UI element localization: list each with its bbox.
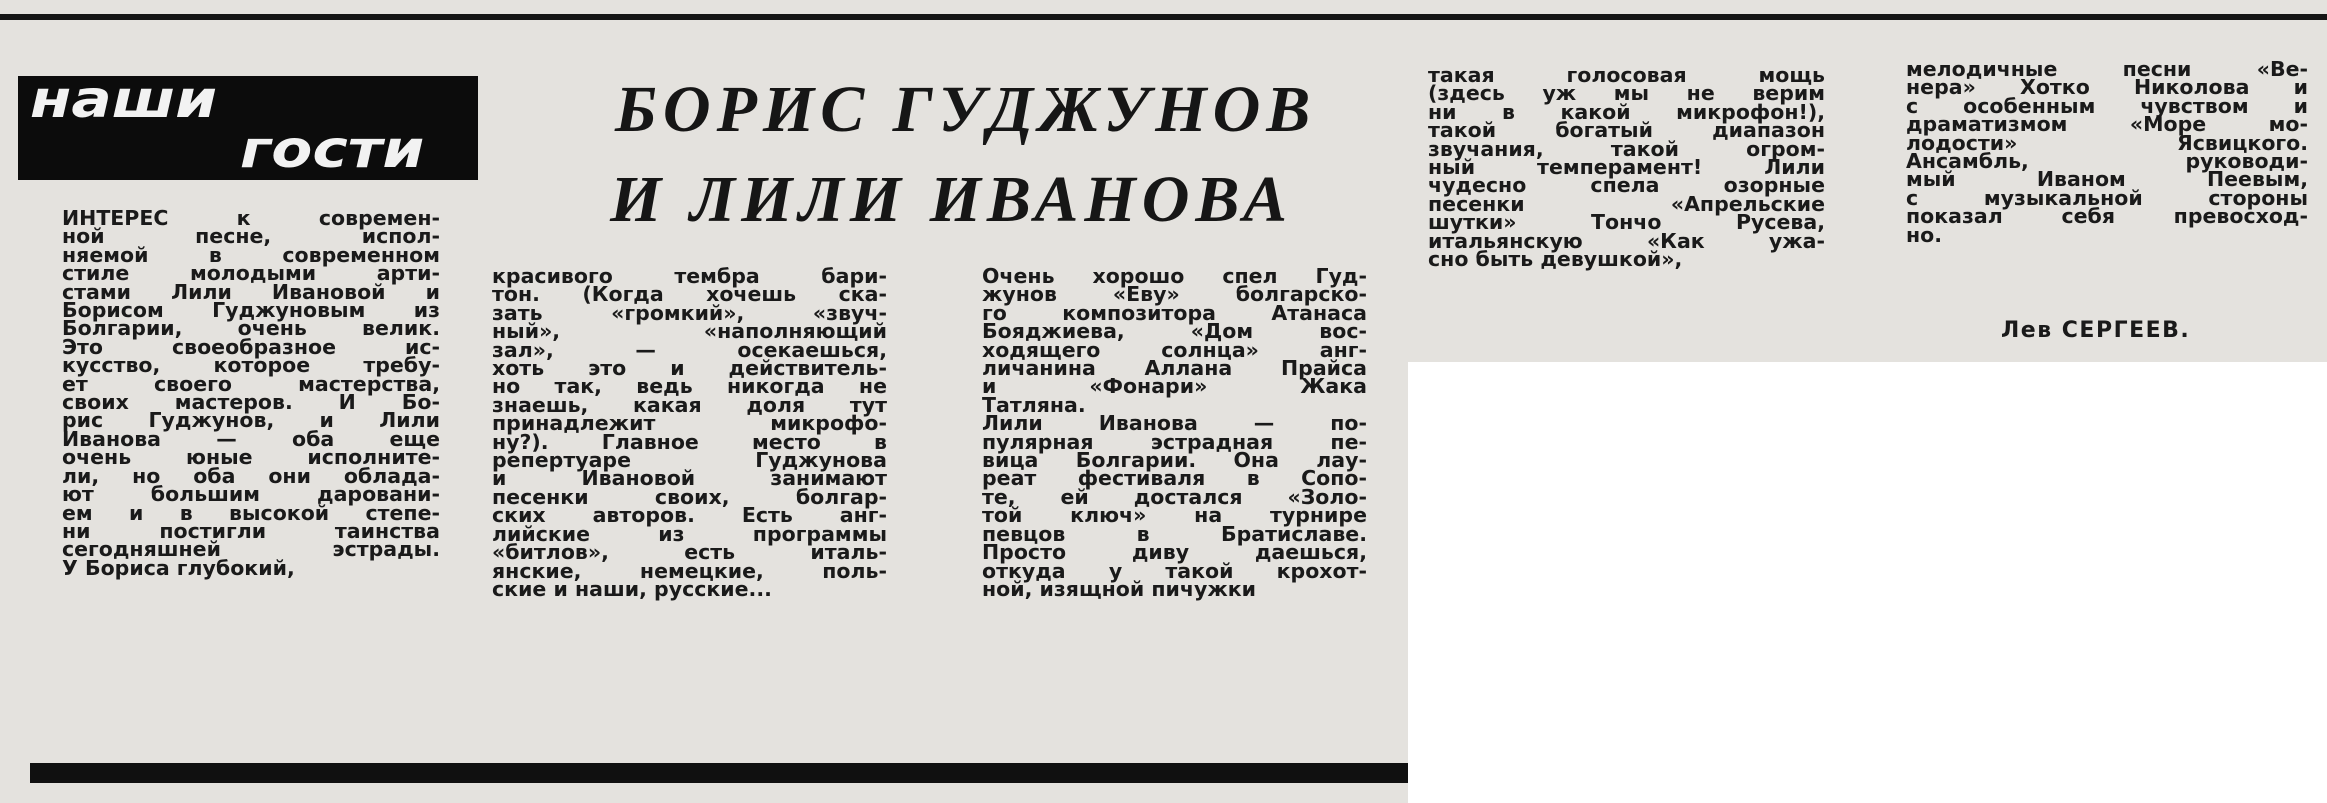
- article-line: Татляна.: [982, 392, 1086, 417]
- article-line: Очень хорошо спел Гуд-: [982, 264, 1367, 288]
- article-line: певцов в Братиславе.: [982, 521, 1367, 546]
- article-line: Борисом Гуджуновым из: [62, 298, 440, 323]
- article-line: Иванова — оба еще: [62, 426, 440, 451]
- article-line: зать «громкий», «звуч-: [492, 300, 887, 325]
- article-line: Это своеобразное ис-: [62, 334, 440, 359]
- article-line: ный темперамент! Лили: [1428, 155, 1825, 180]
- article-line: своих мастеров. И Бо-: [62, 390, 440, 415]
- article-line: лийские из программы: [492, 521, 887, 546]
- article-line: ной, изящной пичужки: [982, 576, 1257, 601]
- article-line: ем и в высокой степе-: [62, 500, 440, 525]
- article-line: нера» Хотко Николова и: [1906, 75, 2308, 100]
- article-line: пулярная эстрадная пе-: [982, 429, 1367, 454]
- article-line: ни постигли таинства: [62, 518, 440, 543]
- article-line: лодости» Ясвицкого.: [1906, 130, 2308, 155]
- article-line: откуда у такой крохот-: [982, 558, 1367, 583]
- article-line: такая голосовая мощь: [1428, 63, 1825, 87]
- article-line: звучания, такой огром-: [1428, 136, 1825, 161]
- article-line: ют большим даровани-: [62, 482, 440, 507]
- article-line: няемой в современном: [62, 242, 440, 267]
- article-line: и Ивановой занимают: [492, 466, 887, 491]
- article-line: красивого тембра бари-: [492, 264, 887, 288]
- article-line: го композитора Атанаса: [982, 300, 1367, 325]
- article-line: Ансамбль, руководи-: [1906, 149, 2308, 174]
- article-line: но.: [1906, 222, 1943, 247]
- rubric-line-1: наши: [30, 70, 218, 130]
- article-line: принадлежит микрофо-: [492, 411, 887, 436]
- article-line: реат фестиваля в Сопо-: [982, 466, 1367, 491]
- article-line: янские, немецкие, поль-: [492, 558, 887, 583]
- article-line: и «Фонари» Жака: [982, 374, 1367, 399]
- headline-line-1: БОРИС ГУДЖУНОВ: [615, 73, 1317, 146]
- article-column-3: [982, 264, 1367, 601]
- article-line: Болгарии, очень велик.: [62, 316, 440, 341]
- article-line: ну?). Главное место в: [492, 429, 887, 454]
- article-line: знаешь, какая доля тут: [492, 392, 887, 417]
- article-line: песенки «Апрельские: [1428, 191, 1825, 216]
- article-line: сно быть девушкой»,: [1428, 247, 1683, 272]
- article-line: песенки своих, болгар-: [492, 484, 887, 509]
- article-line: итальянскую «Как ужа-: [1428, 228, 1825, 253]
- article-line: ни в какой микрофон!),: [1428, 99, 1825, 124]
- article-column-2: [492, 264, 887, 601]
- top-rule: [0, 14, 2327, 20]
- article-line: но так, ведь никогда не: [492, 374, 887, 399]
- rubric-line-2: гости: [240, 120, 425, 180]
- article-column-4: [1428, 63, 1825, 272]
- article-line: драматизмом «Море мо-: [1906, 112, 2308, 137]
- article-line: жунов «Еву» болгарско-: [982, 282, 1367, 307]
- author-signature: Лев СЕРГЕЕВ.: [2001, 318, 2191, 343]
- article-line: мелодичные песни «Ве-: [1906, 57, 2308, 81]
- article-line: стами Лили Ивановой и: [62, 279, 440, 304]
- article-line: зал», — осекаешься,: [492, 337, 887, 362]
- article-column-5: [1906, 57, 2308, 247]
- article-line: ских авторов. Есть анг-: [492, 503, 887, 528]
- article-line: Бояджиева, «Дом вос-: [982, 319, 1367, 344]
- article-line: показал себя превосход-: [1906, 204, 2308, 229]
- article-line: рис Гуджунов, и Лили: [62, 408, 440, 433]
- article-line: вица Болгарии. Она лау-: [982, 448, 1367, 473]
- article-line: сегодняшней эстрады.: [62, 537, 440, 562]
- article-line: ет своего мастерства,: [62, 371, 440, 396]
- article-line: с музыкальной стороны: [1906, 185, 2308, 210]
- article-line: те, ей достался «Золо-: [982, 484, 1367, 509]
- article-line: шутки» Тончо Русева,: [1428, 210, 1825, 235]
- bottom-rule: [30, 763, 1408, 783]
- article-line: хоть это и действитель-: [492, 356, 887, 381]
- article-line: личанина Аллана Прайса: [982, 356, 1367, 381]
- article-line: Просто диву даешься,: [982, 540, 1367, 565]
- article-line: репертуаре Гуджунова: [492, 448, 887, 473]
- headline-line-2: И ЛИЛИ ИВАНОВА: [610, 163, 1293, 236]
- article-line: кусство, которое требу-: [62, 353, 440, 378]
- article-line: с особенным чувством и: [1906, 93, 2308, 118]
- article-line: стиле молодыми арти-: [62, 261, 440, 286]
- article-line: ходящего солнца» анг-: [982, 337, 1367, 362]
- article-line: ный», «наполняющий: [492, 319, 887, 344]
- article-line: ские и наши, русские...: [492, 576, 772, 601]
- article-line: тон. (Когда хочешь ска-: [492, 282, 887, 307]
- article-line: мый Иваном Пеевым,: [1906, 167, 2308, 192]
- article-line: Лили Иванова — по-: [982, 411, 1367, 436]
- article-line: той ключ» на турнире: [982, 503, 1367, 528]
- article-line: очень юные исполните-: [62, 445, 440, 470]
- article-line: (здесь уж мы не верим: [1428, 81, 1825, 106]
- article-column-1: [62, 206, 440, 580]
- article-line: ной песне, испол-: [62, 224, 440, 249]
- article-line: У Бориса глубокий,: [62, 555, 295, 580]
- article-line: ИНТЕРЕС к современ-: [62, 206, 440, 230]
- article-line: чудесно спела озорные: [1428, 173, 1825, 198]
- article-line: ли, но оба они облада-: [62, 463, 440, 488]
- article-line: такой богатый диапазон: [1428, 118, 1825, 143]
- article-line: «битлов», есть италь-: [492, 540, 887, 565]
